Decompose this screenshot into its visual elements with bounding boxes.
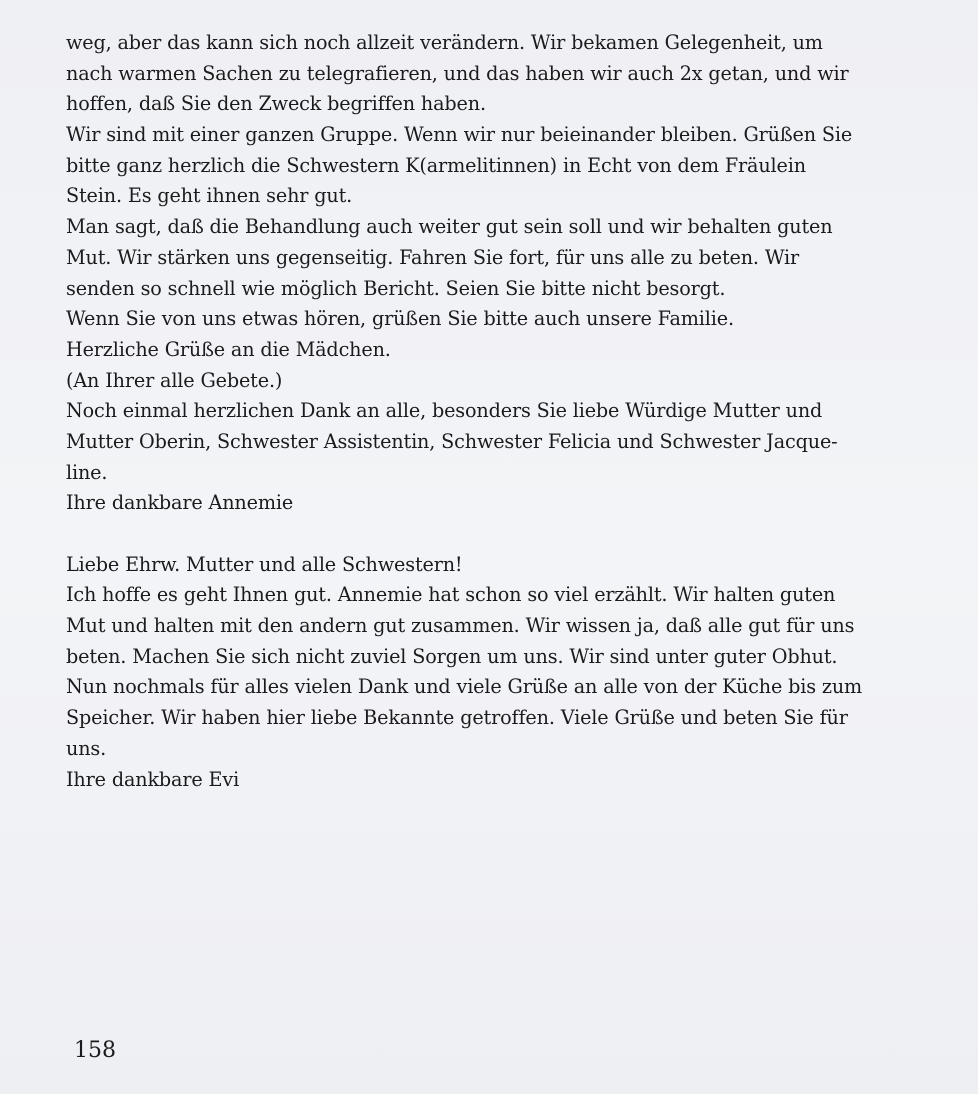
page-body [66,28,926,795]
text-line: Ich hoffe es geht Ihnen gut. Annemie hat schon so viel erzählt. Wir halten guten [66,583,836,607]
text-line: beten. Machen Sie sich nicht zuviel Sorgen um uns. Wir sind unter guter Obhut. [66,644,838,668]
text-line: Herzliche Grüße an die Mädchen. [66,337,391,361]
text-line: uns. [66,736,107,760]
text-line: Mut. Wir stärken uns gegenseitig. Fahren Sie fort, für uns alle zu beten. Wir [66,245,800,269]
text-line: senden so schnell wie möglich Bericht. Seien Sie bitte nicht besorgt. [66,276,726,300]
text-line: Wir sind mit einer ganzen Gruppe. Wenn wir nur beieinander bleiben. Grüßen Sie [66,123,853,147]
paragraph-gap [66,519,926,550]
text-line: nach warmen Sachen zu telegrafieren, und das haben wir auch 2x getan, und wir [66,61,849,85]
text-line: Noch einmal herzlichen Dank an alle, besonders Sie liebe Würdige Mutter und [66,399,823,423]
page-number: 158 [74,1038,116,1063]
text-line: bitte ganz herzlich die Schwestern K(armelitinnen) in Echt von dem Fräulein [66,153,806,177]
text-line: hoffen, daß Sie den Zweck begriffen haben. [66,92,486,116]
text-line: Mutter Oberin, Schwester Assistentin, Schwester Felicia und Schwester Jacque- [66,429,838,453]
text-line: Speicher. Wir haben hier liebe Bekannte getroffen. Viele Grüße und beten Sie für [66,706,848,730]
text-line: weg, aber das kann sich noch allzeit verändern. Wir bekamen Gelegenheit, um [66,31,823,54]
letter-annemie [66,28,926,519]
letter-salutation: Liebe Ehrw. Mutter und alle Schwestern! [66,552,463,576]
text-line: Stein. Es geht ihnen sehr gut. [66,184,353,208]
signature-evi: Ihre dankbare Evi [66,767,240,791]
text-line: Nun nochmals für alles vielen Dank und viele Grüße an alle von der Küche bis zum [66,675,863,699]
text-line: (An Ihrer alle Gebete.) [66,368,283,392]
text-line: Mut und halten mit den andern gut zusammen. Wir wissen ja, daß alle gut für uns [66,614,855,638]
letter-evi [66,550,926,796]
text-line: line. [66,460,108,484]
text-line: Wenn Sie von uns etwas hören, grüßen Sie bitte auch unsere Familie. [66,307,734,331]
signature-annemie: Ihre dankbare Annemie [66,491,294,515]
text-line: Man sagt, daß die Behandlung auch weiter gut sein soll und wir behalten guten [66,215,833,239]
